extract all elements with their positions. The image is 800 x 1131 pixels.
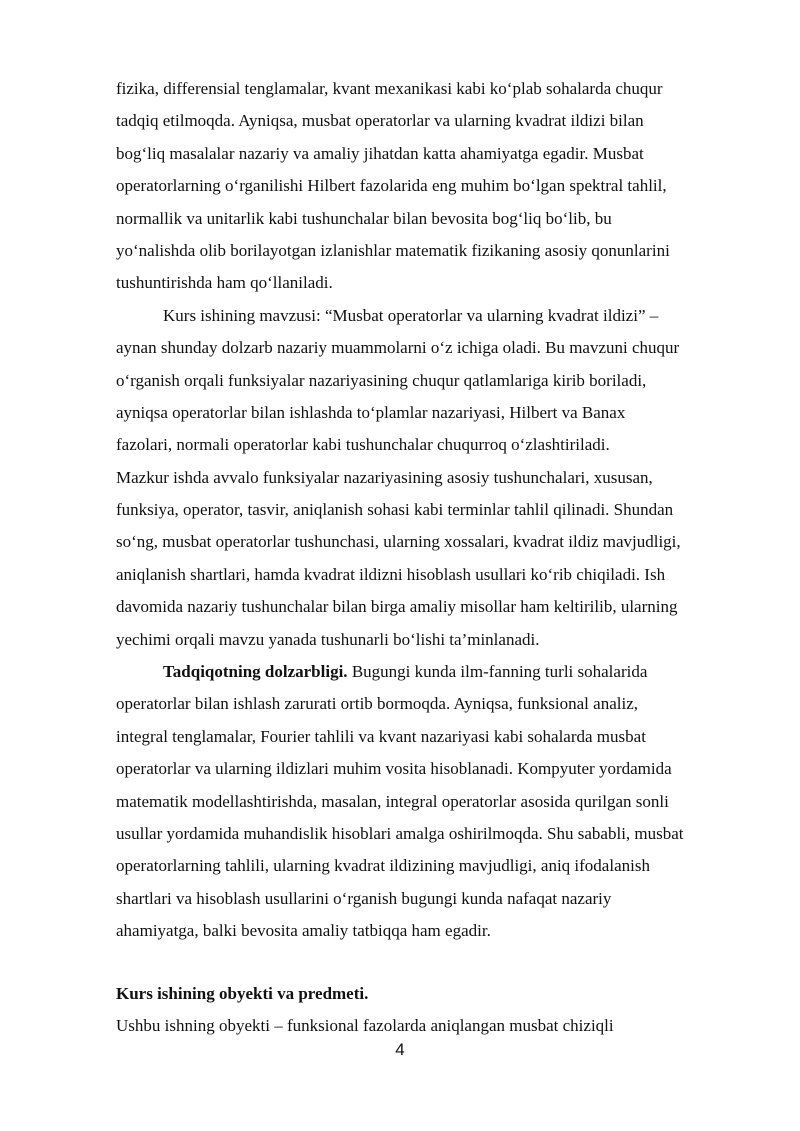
text-line: tadqiq etilmoqda. Ayniqsa, musbat operatorlar va ularning kvadrat ildizi bilan: [116, 111, 644, 131]
text-line: Mazkur ishda avvalo funksiyalar nazariyasining asosiy tushunchalari, xususan,: [116, 467, 653, 487]
text-line: aynan shunday dolzarb nazariy muammolarni o‘z ichiga oladi. Bu mavzuni chuqur: [116, 338, 680, 358]
text-line: operatorlar bilan ishlash zarurati ortib bormoqda. Ayniqsa, funksional analiz,: [116, 694, 638, 714]
paragraph-relevance: [116, 656, 748, 948]
section-object-subject: [116, 978, 748, 1043]
paragraph-intro-continuation: [116, 73, 748, 300]
text-line: operatorlarning tahlili, ularning kvadrat ildizining mavjudligi, aniq ifodalanish: [116, 856, 650, 876]
text-line: usullar yordamida muhandislik hisoblari amalga oshirilmoqda. Shu sababli, musbat: [116, 823, 684, 843]
text-line: davomida nazariy tushunchalar bilan birga amaliy misollar ham keltirilib, ularning: [116, 597, 678, 617]
text-line: fizika, differensial tenglamalar, kvant mexanikasi kabi ko‘plab sohalarda chuqur: [116, 79, 663, 98]
section-heading: Kurs ishining obyekti va predmeti.: [116, 983, 369, 1003]
text-line: funksiya, operator, tasvir, aniqlanish sohasi kabi terminlar tahlil qilinadi. Shundan: [116, 500, 674, 520]
relevance-first-line-text: Bugungi kunda ilm-fanning turli sohalarida: [347, 662, 648, 682]
text-line: ayniqsa operatorlar bilan ishlashda to‘plamlar nazariyasi, Hilbert va Banax: [116, 402, 626, 422]
text-line: operatorlarning o‘rganilishi Hilbert fazolarida eng muhim bo‘lgan spektral tahlil,: [116, 176, 667, 196]
relevance-heading: Tadqiqotning dolzarbligi.: [163, 662, 348, 682]
paragraph-course-topic: [116, 300, 748, 462]
text-line: operatorlar va ularning ildizlari muhim vosita hisoblanadi. Kompyuter yordamida: [116, 759, 672, 779]
paragraph-work-overview: [116, 462, 748, 656]
text-line: matematik modellashtirishda, masalan, integral operatorlar asosida qurilgan sonli: [116, 791, 669, 811]
text-line: aniqlanish shartlari, hamda kvadrat ildizni hisoblash usullari ko‘rib chiqiladi. Ish: [116, 564, 666, 584]
text-line: shartlari va hisoblash usullarini o‘rganish bugungi kunda nafaqat nazariy: [116, 888, 612, 908]
relevance-first-line: [116, 656, 748, 688]
paragraph-spacer: [116, 948, 748, 978]
text-line: Ushbu ishning obyekti – funksional fazolarda aniqlangan musbat chiziqli: [116, 1015, 614, 1035]
text-line: tushuntirishda ham qo‘llaniladi.: [116, 273, 333, 293]
text-line: bog‘liq masalalar nazariy va amaliy jihatdan katta ahamiyatga egadir. Musbat: [116, 143, 644, 163]
text-line: ahamiyatga, balki bevosita amaliy tatbiqqa ham egadir.: [116, 921, 491, 941]
text-line: Kurs ishining mavzusi: “Musbat operatorlar va ularning kvadrat ildizi” –: [163, 305, 659, 325]
text-line: integral tenglamalar, Fourier tahlili va kvant nazariyasi kabi sohalarda musbat: [116, 726, 646, 746]
text-line: o‘rganish orqali funksiyalar nazariyasining chuqur qatlamlariga kirib boriladi,: [116, 370, 647, 390]
document-page: [116, 73, 748, 1042]
text-line: fazolari, normali operatorlar kabi tushunchalar chuqurroq o‘zlashtiriladi.: [116, 435, 610, 455]
text-line: yechimi orqali mavzu yanada tushunarli bo‘lishi ta’minlanadi.: [116, 629, 540, 649]
text-line: yo‘nalishda olib borilayotgan izlanishlar matematik fizikaning asosiy qonunlarini: [116, 240, 670, 260]
page-number: 4: [395, 1040, 405, 1059]
text-line: normallik va unitarlik kabi tushunchalar bilan bevosita bog‘liq bo‘lib, bu: [116, 208, 612, 228]
text-line: so‘ng, musbat operatorlar tushunchasi, ularning xossalari, kvadrat ildiz mavjudligi,: [116, 532, 681, 552]
